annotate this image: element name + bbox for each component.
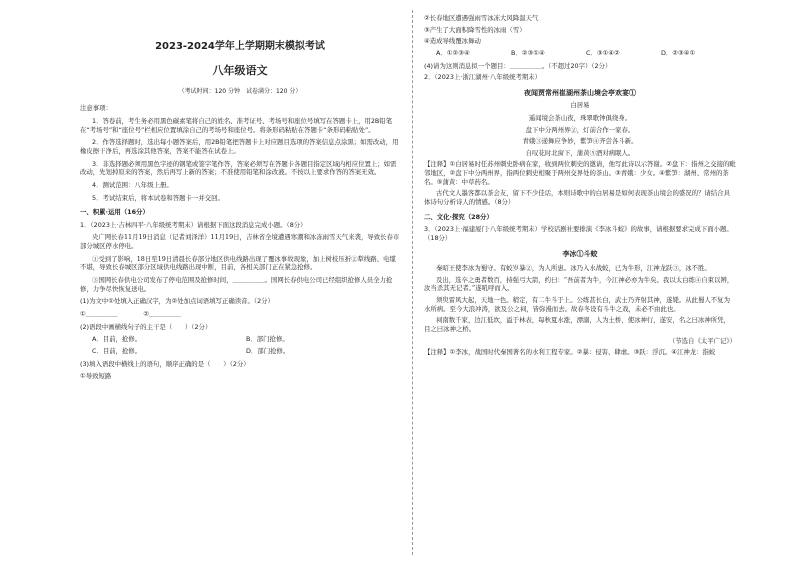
story-paragraph-1: 秦昭王使李冰为蜀守。有蛟岁暴②，为人所患。冰乃入水战蛟，已为牛形，江神龙跃③，冰不胜。 (436, 264, 711, 273)
story-source: （节选自《太平广记》） (668, 336, 736, 345)
question-1a-blanks: ①＿＿＿＿＿ ②＿＿＿＿＿ (80, 309, 181, 318)
question-1-intro: 1．（2023上·吉林四平·八年级统考期末）请根据下面这段消息完成小题。（8分） (80, 220, 307, 229)
notice-2: 2．作答选择题时，选出每小题答案后，用2B铅笔把答题卡上对应题目选项的答案信息点涂黑；如需改动，用橡皮擦干净后，再选涂其他答案，答案不能答在试卷上。 (80, 138, 399, 155)
notice-1: 1．答卷前，考生务必用黑色碳素笔将自己的姓名、准考证号、考场号和座位号填写在答题卡上，用2B铅笔在“考场号”和“座位号”栏相应位置填涂自己的考场号和座位号。将条形码粘贴在答题卡“条形码粘贴处”。 (80, 117, 393, 134)
news-paragraph-2: ①受到了影响，18日至19日清晨长春部分地区供电线路出现了覆冰事故现象，加上树枝压折②犁线路、电缆不堪，导致长春城区部分区域供电线路出现中断，目前，各相关部门正在紧急抢修。 (80, 254, 396, 272)
news-paragraph-3: ③国网长春供电公司发布了停电范围及抢修时间，＿＿＿＿＿。国网长春供电公司已经组织抢修人员全力抢修，力争尽快恢复送电。 (80, 276, 393, 293)
exam-title: 2023-2024学年上学期期末模拟考试 (155, 41, 325, 52)
poem-line-4: 自叹花时北窗下，蒲黄⑤酒对病眠人。 (525, 148, 635, 157)
exam-meta: （考试时间：120 分钟 试卷满分：120 分） (178, 88, 302, 96)
notice-3: 3．非选择题必须用黑色字迹的钢笔或签字笔作答，答案必须写在答题卡各题目指定区域内相应位置上；如需改动，先划掉原来的答案，然后再写上新的答案；不准使用铅笔和涂改液。不按以上要求作答的答案无效。 (80, 159, 397, 177)
question-1d: (4)请为这则消息拟一个题目：＿＿＿＿＿。（不超过20字）（2分） (424, 61, 612, 70)
question-1b-options (92, 335, 400, 355)
option-b: B．部门抢修。 (246, 335, 289, 344)
question-1c-item: ①导致短路 (80, 372, 112, 381)
poem-author: 白居易 (570, 101, 590, 110)
option-a: A．目前，抢修。 (92, 335, 142, 344)
right-column (424, 12, 736, 552)
notice-header: 注意事项： (80, 104, 112, 113)
story-note: 【注释】①李冰，战国时代秦国著名的水利工程专家。②暴：侵害、肆虐。③跃：浮沉。④江神龙：指蛟 (424, 348, 716, 357)
story-paragraph-2: 及出，选卒之勇者数百，持强弓大箭，约曰：“吾前者为牛，今江神必亦为牛矣。我以太白练④自束以辨，汝当杀其无记者。”遂吼呼而入。 (424, 275, 734, 293)
question-2-intro: 2．（2023上·浙江湖州·八年级统考期末） (424, 73, 542, 82)
notice-4: 4．测试范围：八年级上册。 (92, 180, 173, 189)
question-1a: (1)为文中①处填入正确汉字，为②处加点词语填写正确读音。（2分） (80, 297, 274, 306)
poem-note: 【注释】①白居易时任苏州刺史卧病在家，收到两位刺史的邀请，他写此诗以示答谢。②盘下：指州之交接的毗邻地区，②盘下中分两州界，指两位刺史相聚于两州交界处的茶山。③青娥：少女。④紫笋：湖州、常州的茶名。⑤蒲黄：中草药名。 (424, 160, 736, 186)
exam-subtitle: 八年级语文 (212, 63, 268, 77)
order-option-c: C．③①④② (586, 48, 620, 57)
option-d: D．部门抢修。 (246, 346, 290, 355)
story-paragraph-4: 祠南数千家，边江低坎，溢于林表，每秋夏水涨，漂溺，人为土桥，使冰神行，遂安，名之曰冰神所凭，目之曰冰神之桥。 (424, 316, 730, 333)
notice-5: 5．考试结束后，将本试卷和答题卡一并交回。 (92, 193, 224, 202)
poem-line-2: 盘下中分两州界②，灯前合作一家春。 (525, 125, 635, 134)
ordering-item-3: ③产生了大面积降雪性的冰雨（雪） (424, 25, 526, 34)
ordering-item-4: ④造成导线覆冰舞动 (424, 37, 481, 46)
left-column (80, 32, 400, 552)
section-2-heading: 二、文化·探究（28分） (424, 212, 493, 221)
column-divider (412, 10, 413, 555)
story-title: 李冰①斗蛟 (562, 248, 598, 258)
poem-title: 夜闻贾常州崔湖州茶山境会亭欢宴① (524, 87, 636, 97)
question-3-intro: 3．（2023上·福建厦门·八年级统考期末）学校话剧社要排演《李冰斗蛟》的故事，请根据要求完成下面小题。（18分） (424, 225, 733, 242)
question-1b: (2)语段中画横线句子的主干是（ ）（2分） (80, 322, 212, 331)
order-option-b: B．②③①④ (511, 48, 545, 57)
poem-line-1: 遥闻境会茶山夜，珠翠歌钟俱绕身。 (528, 113, 632, 122)
order-option-a: A．①②③④ (436, 48, 470, 57)
section-1-heading: 一、积累·运用（16分） (80, 208, 149, 217)
news-paragraph-1: 央广网长春11月19日消息（记者刘泽洋）11月19日，吉林省全境遭遇寒潮和冰冻雨雪天气来袭，导致长春市部分城区停水停电。 (80, 233, 400, 251)
order-option-d: D．②③④① (661, 48, 696, 57)
question-2-task: 古代文人墨客都以茶会友，留下不少佳话，本则诗歌中的白居易是如何表现茶山境会的盛况的？请结合具体诗句分析诗人的情感。（8分） (424, 189, 730, 207)
ordering-item-2: ②长春地区遭遇强雨雪冰冻大风降温天气 (424, 14, 539, 22)
option-c: C．目前，抢修。 (92, 346, 142, 355)
question-1c: (3)填入语段中横线上的语句，顺序正确的是（ ）（2分） (80, 359, 250, 368)
poem-line-3: 青娥③递舞应争妙，紫笋④齐尝各斗新。 (522, 137, 638, 146)
story-paragraph-3: 须臾雷风大起，天地一色。稍定，有二牛斗于上。公练甚长白，武士乃齐射其神，遂毙。从此蜀人不复为水所病。至今大浪冲涛，欲及公之祠，皆弥漫而去。故春冬设有斗牛之戏，未必不由此也。 (424, 295, 730, 313)
question-1c-options (436, 49, 736, 58)
